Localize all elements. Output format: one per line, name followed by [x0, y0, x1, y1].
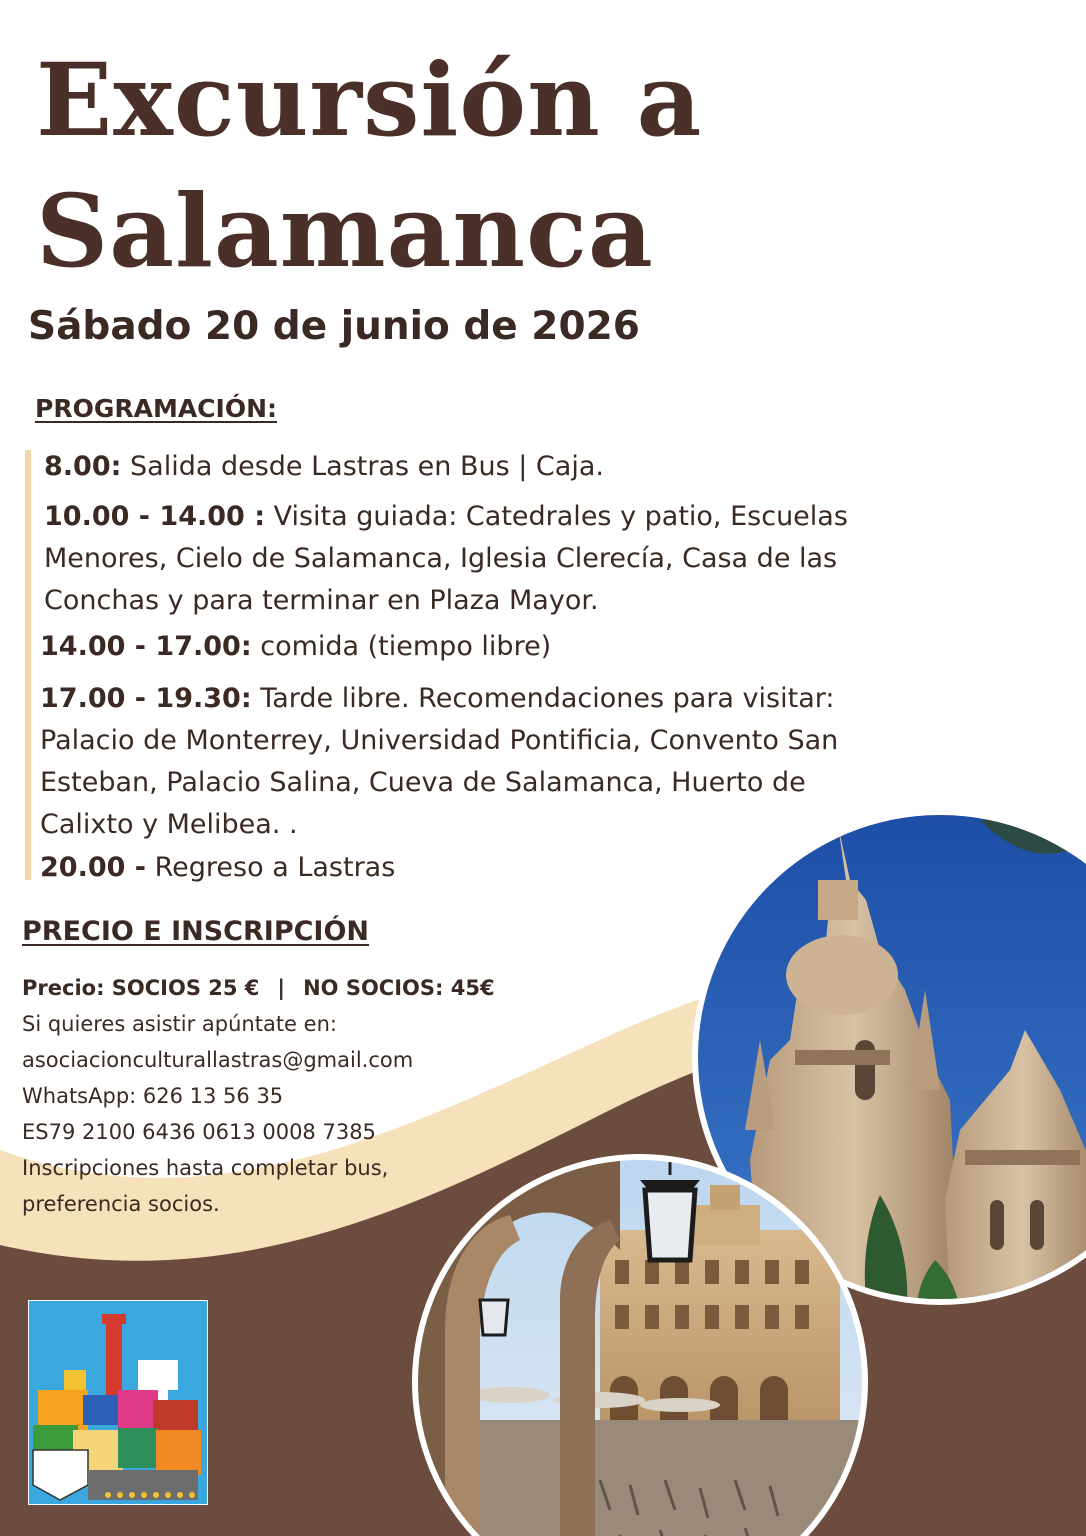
schedule-item	[44, 446, 604, 488]
signup-note: preferencia socios.	[22, 1192, 220, 1216]
price-line	[22, 970, 495, 1006]
price-separator: |	[277, 976, 286, 1000]
title-line-2: Salamanca	[36, 172, 654, 290]
schedule-text: comida (tiempo libre)	[260, 631, 552, 662]
contact-email[interactable]: asociacionculturallastras@gmail.com	[22, 1048, 414, 1072]
schedule-time: 8.00:	[44, 451, 122, 482]
schedule-item	[40, 626, 551, 668]
precio-heading: PRECIO E INSCRIPCIÓN	[22, 916, 370, 947]
schedule-accent-bar	[25, 450, 31, 880]
town-logo	[28, 1300, 208, 1505]
schedule-text: Conchas y para terminar en Plaza Mayor.	[44, 585, 599, 616]
schedule-item	[44, 496, 848, 622]
schedule-text: Calixto y Melibea. .	[40, 809, 298, 840]
price-socios: Precio: SOCIOS 25 €	[22, 976, 260, 1000]
schedule-time: 10.00 - 14.00 :	[44, 501, 266, 532]
schedule-text: Visita guiada: Catedrales y patio, Escuelas	[273, 501, 848, 532]
bank-account: ES79 2100 6436 0613 0008 7385	[22, 1120, 376, 1144]
event-date: Sábado 20 de junio de 2026	[28, 304, 640, 349]
schedule-text: Palacio de Monterrey, Universidad Pontificia, Convento San	[40, 725, 839, 756]
schedule-time: 20.00 -	[40, 852, 147, 883]
schedule-time: 14.00 - 17.00:	[40, 631, 252, 662]
schedule-time: 17.00 - 19.30:	[40, 683, 252, 714]
schedule-text: Regreso a Lastras	[154, 852, 396, 883]
signup-note: Inscripciones hasta completar bus,	[22, 1156, 389, 1180]
title-line-1: Excursión a	[36, 41, 703, 159]
schedule-text: Tarde libre. Recomendaciones para visitar:	[260, 683, 835, 714]
signup-text: Si quieres asistir apúntate en:	[22, 1012, 337, 1036]
schedule-text: Esteban, Palacio Salina, Cueva de Salamanca, Huerto de	[40, 767, 806, 798]
programacion-heading: PROGRAMACIÓN:	[35, 394, 277, 423]
schedule-item	[40, 678, 838, 846]
schedule-text: Menores, Cielo de Salamanca, Iglesia Clerecía, Casa de las	[44, 543, 838, 574]
schedule-item	[40, 847, 395, 889]
price-no-socios: NO SOCIOS: 45€	[303, 976, 495, 1000]
whatsapp-contact: WhatsApp: 626 13 56 35	[22, 1084, 284, 1108]
price-info	[22, 970, 495, 1222]
schedule-text: Salida desde Lastras en Bus | Caja.	[130, 451, 604, 482]
